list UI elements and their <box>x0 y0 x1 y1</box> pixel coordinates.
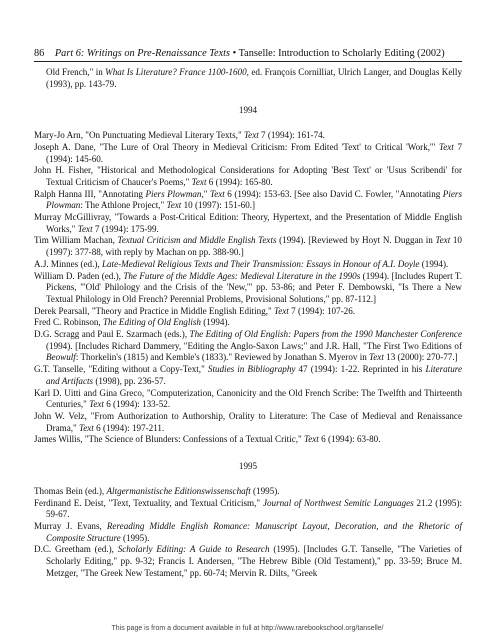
italic-title: Text <box>439 141 454 152</box>
italic-title: The Future of the Middle Ages: Medieval Literature in the 1990s <box>123 270 361 281</box>
entry-text: William D. Paden (ed.), <box>34 270 124 281</box>
entry-text: 10 (1997): 377-88, with reply by Machan on pp. 388-90.] <box>46 235 462 258</box>
italic-title: Text <box>274 305 289 316</box>
italic-title: Rereading Middle English Romance: Manuscript Layout, Decoration, and the Rhetoric of Composite Structure <box>46 520 463 543</box>
italic-title: Piers Plowman <box>145 188 202 199</box>
italic-title: Text <box>369 352 384 363</box>
header-separator: • <box>232 48 237 59</box>
entry-text: John W. Velz, "From Authorization to Authorship, Orality to Literature: The Case of Medieval and Renaissance Drama," <box>34 410 462 433</box>
bibliography-entry <box>34 388 462 411</box>
bibliography-entry <box>34 544 462 579</box>
entry-text: , ed. François Cornilliat, Ulrich Langer, and Douglas Kelly (1993), pp. 143-79. <box>46 67 462 89</box>
italic-title: Studies in Bibliography <box>207 364 296 375</box>
italic-title: Text <box>209 188 225 199</box>
entry-text: (1998), pp. 236-57. <box>93 375 166 386</box>
entry-text: : The Athlone Project," <box>80 200 167 211</box>
italic-title: Textual Criticism and Middle English Texts <box>117 235 277 246</box>
entry-text: Tim William Machan, <box>34 235 118 246</box>
italic-title: Late-Medieval Religious Texts and Their Transmission: Essays in Honour of A.I. Doyle <box>101 258 420 269</box>
continued-entry <box>34 67 462 90</box>
italic-title: Piers Plowman <box>46 188 462 211</box>
bibliography-entry <box>34 486 462 498</box>
italic-title: Beowulf <box>46 352 76 363</box>
bibliography-entry <box>34 259 462 271</box>
entry-text: Mary-Jo Arn, "On Punctuating Medieval Literary Texts," <box>34 130 244 141</box>
entry-text: James Willis, "The Science of Blunders: Confessions of a Textual Critic," <box>34 434 305 445</box>
entry-text: John H. Fisher, "Historical and Methodological Considerations for Adopting 'Best Text' or 'Usus Scribendi' for Textual Criticism of Chaucer's Poems," <box>34 165 462 187</box>
entry-text: 13 (2000): 270-77.] <box>383 352 458 363</box>
italic-title: What Is Literature? France 1100-1600 <box>105 67 247 77</box>
italic-title: Text <box>79 422 94 433</box>
entry-text: 7 (1994): 161-74. <box>258 130 325 141</box>
bibliography-entry <box>34 329 462 364</box>
bibliography-entry <box>34 306 462 318</box>
italic-title: Text <box>166 200 182 211</box>
chapter-title: Tanselle: Introduction to Scholarly Editing (2002) <box>238 48 445 59</box>
italic-title: Scholarly Editing: A Guide to Research <box>117 544 270 555</box>
entry-text: (1995). <box>250 485 280 496</box>
entry-text: D.C. Greetham (ed.), <box>34 544 118 555</box>
entry-text: 6 (1994): 63-80. <box>318 434 381 445</box>
entry-text: (1994). [Reviewed by Hoyt N. Duggan in <box>276 235 436 246</box>
entry-text: (1995). [Includes G.T. Tanselle, "The Varieties of Scholarly Editing," pp. 9-32; Francis I. Andersen, "The Hebrew Bible (Old Testament)," pp. 33-59; Bruce M. Metzger, "The Greek New Testament," pp. 60-74; Mervin R. Dilts, "Greek <box>46 544 462 578</box>
entry-text: 21.2 (1995): 59-67. <box>46 497 462 520</box>
entry-text: Murray J. Evans, <box>34 520 107 531</box>
bibliography-entry <box>34 498 462 521</box>
entry-text: (1995). <box>120 532 150 543</box>
entry-text: (1994). [Includes Richard Dammery, "Editing the Anglo-Saxon Laws;" and J.R. Hall, "The First Two Editions of <box>46 340 462 351</box>
page-number: 86 <box>34 48 45 59</box>
entry-text: 7 (1994): 175-99. <box>92 223 159 234</box>
entry-text: 7 (1994): 107-26. <box>288 305 356 316</box>
bibliography-entry <box>34 271 462 306</box>
running-header <box>34 47 462 62</box>
entry-text: A.J. Minnes (ed.), <box>34 258 102 269</box>
year-heading: 1994 <box>238 105 258 116</box>
entry-text: Ralph Hanna III, "Annotating <box>34 188 146 199</box>
italic-title: Text <box>191 176 207 187</box>
entry-text: 10 (1997): 151-60.] <box>181 200 256 211</box>
year-heading: 1995 <box>238 461 258 472</box>
bibliography-entry <box>34 521 462 544</box>
bibliography-entry <box>34 165 462 188</box>
bibliography-entry <box>34 235 462 258</box>
italic-title: The Editing of Old English <box>102 317 201 328</box>
entry-text: G.T. Tanselle, "Editing without a Copy-Text," <box>34 364 208 375</box>
entry-text: ," <box>201 188 210 199</box>
entry-text: : Thorkelin's (1815) and Kemble's (1833)." Reviewed by Jonathan S. Myerov in <box>75 352 370 363</box>
bibliography-entry <box>34 212 462 235</box>
bibliography-entry <box>34 317 462 329</box>
bibliography-body <box>34 67 462 579</box>
italic-title: Text <box>77 223 93 234</box>
entry-text: Fred C. Robinson, <box>34 317 103 328</box>
italic-title: Journal of Northwest Semitic Languages <box>262 497 414 508</box>
entry-text: Thomas Bein (ed.), <box>34 485 107 496</box>
entry-text: Murray McGillivray, "Towards a Post-Critical Edition: Theory, Hypertext, and the Presentation of Middle English Works," <box>34 212 462 234</box>
italic-title: The Editing of Old English: Papers from the 1990 Manchester Conference <box>189 329 462 340</box>
italic-title: Text <box>89 399 104 410</box>
entry-text: 6 (1994): 197-211. <box>93 422 165 433</box>
entry-text: D.G. Scragg and Paul E. Szarmach (eds.), <box>34 329 190 340</box>
bibliography-entry <box>34 411 462 434</box>
entry-text: Karl D. Uitti and Gina Greco, "Computerization, Canonicity and the Old French Scribe: The Twelfth and Thirteenth Centuries," <box>34 387 462 410</box>
entry-text: Ferdinand E. Deist, "Text, Textuality, and Textual Criticism," <box>34 497 263 508</box>
entry-text: (1994). <box>200 317 230 328</box>
bibliography-entry <box>34 434 462 446</box>
italic-title: Literature and Artifacts <box>46 364 462 386</box>
italic-title: Text <box>435 235 451 246</box>
part-title: Part 6: Writings on Pre-Renaissance Texts <box>54 48 231 59</box>
italic-title: Text <box>243 130 259 141</box>
entry-text: (1994). [Includes Rupert T. Pickens, "'Old' Philology and the Crisis of the 'New,'" pp. 53-86; and Peter F. Dembowski, "Is There a New Textual Philology in Old French? Perennial Problems, Provisional Solutions," pp. 87-112.] <box>46 270 462 304</box>
bibliography-entry <box>34 142 462 165</box>
bibliography-entry <box>34 364 462 387</box>
entry-text: 7 (1994): 145-60. <box>46 141 463 164</box>
entry-text: Joseph A. Dane, "The Lure of Oral Theory in Medieval Criticism: From Edited 'Text' to Critical 'Work,'" <box>34 141 440 152</box>
entry-text: 6 (1994): 153-63. [See also David C. Fowler, "Annotating <box>224 188 443 199</box>
bibliography-entry <box>34 189 462 212</box>
entry-text: 6 (1994): 133-52. <box>103 399 171 410</box>
italic-title: Altgermanistische Editionswissenschaft <box>106 485 251 496</box>
page-footer: This page is from a document available in full at http://www.rarebookschool.org/tanselle/ <box>111 625 384 632</box>
entry-text: 6 (1994): 165-80. <box>206 176 273 187</box>
bibliography-entry <box>34 130 462 142</box>
entry-text: (1994). <box>419 258 449 269</box>
entry-text: Derek Pearsall, "Theory and Practice in Middle English Editing," <box>34 305 275 316</box>
entry-text: 47 (1994): 1-22. Reprinted in his <box>295 364 426 375</box>
entry-text: Old French," in <box>46 67 106 77</box>
italic-title: Text <box>304 434 319 445</box>
